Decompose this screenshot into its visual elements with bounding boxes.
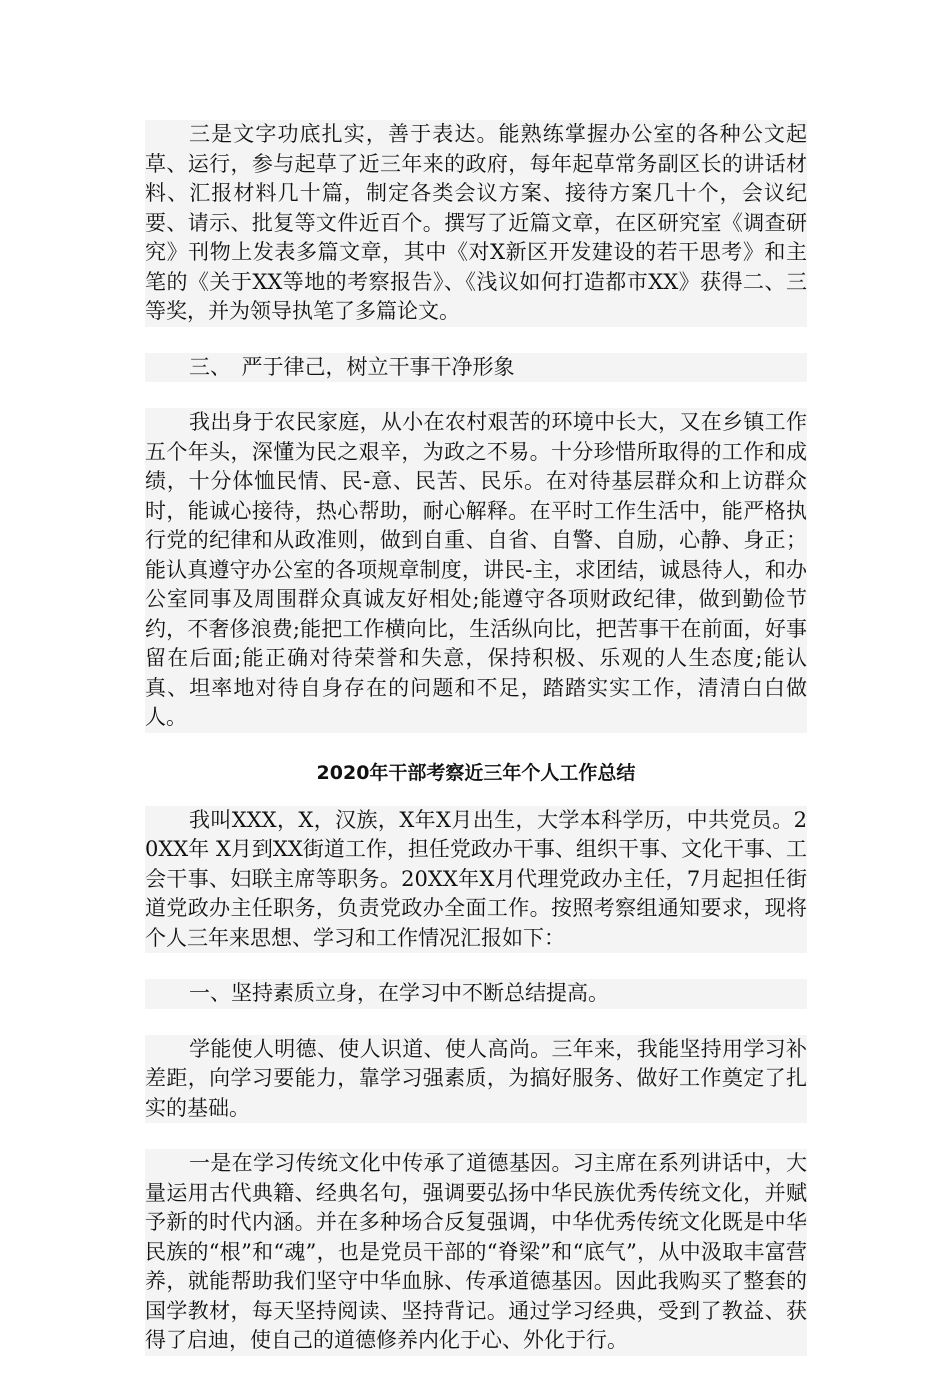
document-title: 2020年干部考察近三年个人工作总结 (316, 761, 636, 784)
paragraph-study-summary: 学能使人明德、使人识道、使人高尚。三年来，我能坚持用学习补差距，向学习要能力，靠学习强素质，为搞好服务、做好工作奠定了扎实的基础。 (145, 1035, 807, 1124)
paragraph-writing-skills: 三是文字功底扎实，善于表达。能熟练掌握办公室的各种公文起草、运行，参与起草了近三年来的政府，每年起草常务副区长的讲话材料、汇报材料几十篇，制定各类会议方案、接待方案几十个，会议纪要、请示、批复等文件近百个。撰写了近篇文章，在区研究室《调查研究》刊物上发表多篇文章，其中《对X新区开发建设的若干思考》和主笔的《关于XX等地的考察报告》、《浅议如何打造都市XX》获得二、三等奖，并为领导执笔了多篇论文。 (145, 120, 807, 327)
paragraph-background: 我出身于农民家庭，从小在农村艰苦的环境中长大，又在乡镇工作五个年头，深懂为民之艰辛，为政之不易。十分珍惜所取得的工作和成绩，十分体恤民情、民-意、民苦、民乐。在对待基层群众和上访群众时，能诚心接待，热心帮助，耐心解释。在平时工作生活中，能严格执行党的纪律和从政准则，做到自重、自省、自警、自励，心静、身正；能认真遵守办公室的各项规章制度，讲民-主，求团结，诚恳待人，和办公室同事及周围群众真诚友好相处;能遵守各项财政纪律，做到勤俭节约，不奢侈浪费;能把工作横向比，生活纵向比，把苦事干在前面，好事留在后面;能正确对待荣誉和失意，保持积极、乐观的人生态度;能认真、坦率地对待自身存在的问题和不足，踏踏实实工作，清清白白做人。 (145, 408, 807, 733)
section-heading-study: 一、坚持素质立身，在学习中不断总结提高。 (145, 979, 807, 1009)
paragraph-introduction: 我叫XXX，X，汉族，X年X月出生，大学本科学历，中共党员。20XX年 X月到XX街道工作，担任党政办干事、组织干事、文化干事、工会干事、妇联主席等职务。20XX年X月代理党政办主任，7月起担任街道党政办主任职务，负责党政办全面工作。按照考察组通知要求，现将个人三年来思想、学习和工作情况汇报如下： (145, 806, 807, 954)
section-heading-self-discipline: 三、 严于律己，树立干事干净形象 (145, 353, 807, 383)
document-page (145, 120, 807, 1382)
paragraph-traditional-culture: 一是在学习传统文化中传承了道德基因。习主席在系列讲话中，大量运用古代典籍、经典名句，强调要弘扬中华民族优秀传统文化，并赋予新的时代内涵。并在多种场合反复强调，中华优秀传统文化既是中华民族的“根”和“魂”，也是党员干部的“脊梁”和“底气”，从中汲取丰富营养，就能帮助我们坚守中华血脉、传承道德基因。因此我购买了整套的国学教材，每天坚持阅读、坚持背记。通过学习经典，受到了教益、获得了启迪，使自己的道德修养内化于心、外化于行。 (145, 1149, 807, 1356)
